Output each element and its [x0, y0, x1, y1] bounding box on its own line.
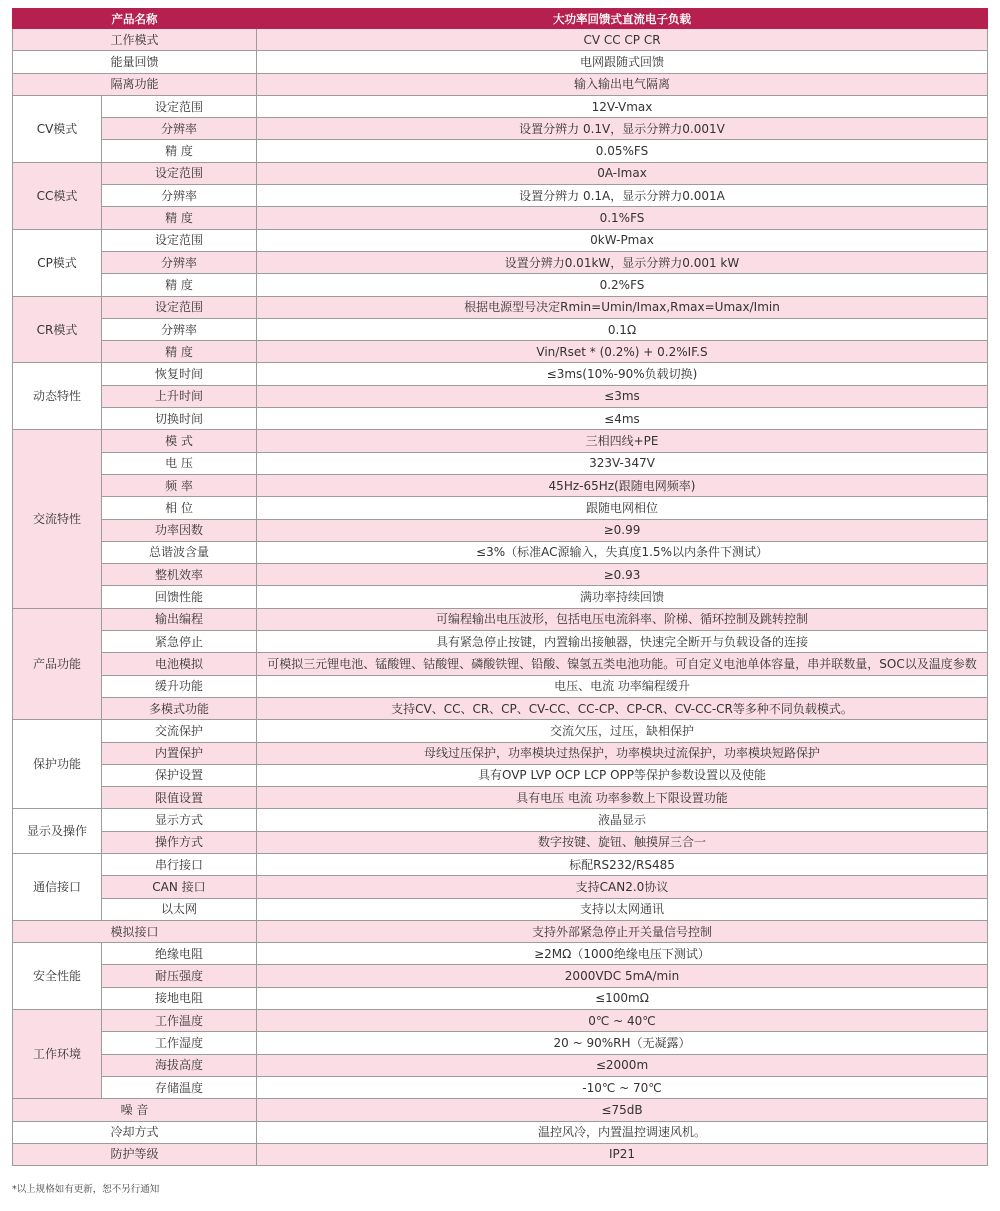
row-value: 电网跟随式回馈: [257, 51, 988, 73]
table-row: [13, 1121, 988, 1143]
item-label: 海拔高度: [102, 1054, 257, 1076]
table-row: [13, 118, 988, 140]
table-row: [13, 341, 988, 363]
group-label: 交流特性: [13, 430, 102, 608]
spec-table-container: [12, 8, 987, 1166]
item-label: 耐压强度: [102, 965, 257, 987]
table-row: [13, 608, 988, 630]
item-label: 限值设置: [102, 787, 257, 809]
table-row: [13, 809, 988, 831]
table-row: [13, 720, 988, 742]
item-value: 0kW-Pmax: [257, 229, 988, 251]
row-value: IP21: [257, 1143, 988, 1165]
item-value: 电压、电流 功率编程缓升: [257, 675, 988, 697]
row-label: 防护等级: [13, 1143, 257, 1165]
item-value: 2000VDC 5mA/min: [257, 965, 988, 987]
item-value: ≤3ms: [257, 385, 988, 407]
row-label: 冷却方式: [13, 1121, 257, 1143]
item-value: 12V-Vmax: [257, 95, 988, 117]
table-row: [13, 943, 988, 965]
row-value: CV CC CP CR: [257, 29, 988, 51]
group-label: 保护功能: [13, 720, 102, 809]
item-value: 具有电压 电流 功率参数上下限设置功能: [257, 787, 988, 809]
item-value: 可编程输出电压波形，包括电压电流斜率、阶梯、循环控制及跳转控制: [257, 608, 988, 630]
item-value: ≤2000m: [257, 1054, 988, 1076]
item-label: 输出编程: [102, 608, 257, 630]
item-value: 支持CAN2.0协议: [257, 876, 988, 898]
item-label: 回馈性能: [102, 586, 257, 608]
item-value: ≥2MΩ（1000绝缘电压下测试）: [257, 943, 988, 965]
item-value: 标配RS232/RS485: [257, 853, 988, 875]
item-label: 电 压: [102, 452, 257, 474]
item-value: 数字按键、旋钮、触摸屏三合一: [257, 831, 988, 853]
item-value: 设置分辨力 0.1A，显示分辨力0.001A: [257, 185, 988, 207]
item-value: 0.2%FS: [257, 274, 988, 296]
item-value: 具有OVP LVP OCP LCP OPP等保护参数设置以及使能: [257, 764, 988, 786]
item-value: ≤100mΩ: [257, 987, 988, 1009]
item-label: 分辨率: [102, 118, 257, 140]
item-label: 恢复时间: [102, 363, 257, 385]
row-value: ≤75dB: [257, 1099, 988, 1121]
item-label: 切换时间: [102, 408, 257, 430]
table-row: [13, 853, 988, 875]
table-row: [13, 1032, 988, 1054]
group-label: 安全性能: [13, 943, 102, 1010]
table-row: [13, 653, 988, 675]
item-value: 具有紧急停止按键，内置输出接触器，快速完全断开与负载设备的连接: [257, 631, 988, 653]
table-row: [13, 1054, 988, 1076]
item-value: 0.05%FS: [257, 140, 988, 162]
item-value: 支持CV、CC、CR、CP、CV-CC、CC-CP、CP-CR、CV-CC-CR等多种不同负载模式。: [257, 697, 988, 719]
item-value: 323V-347V: [257, 452, 988, 474]
item-value: 45Hz-65Hz(跟随电网频率): [257, 474, 988, 496]
table-row: [13, 987, 988, 1009]
item-label: 缓升功能: [102, 675, 257, 697]
item-value: 0A-Imax: [257, 162, 988, 184]
table-row: [13, 229, 988, 251]
table-row: [13, 541, 988, 563]
row-label: 工作模式: [13, 29, 257, 51]
table-header-row: [13, 9, 988, 29]
table-row: [13, 898, 988, 920]
row-value: 支持外部紧急停止开关量信号控制: [257, 920, 988, 942]
table-row: [13, 296, 988, 318]
table-row: [13, 430, 988, 452]
item-value: 20 ~ 90%RH（无凝露）: [257, 1032, 988, 1054]
item-label: 整机效率: [102, 564, 257, 586]
table-row: [13, 831, 988, 853]
table-row: [13, 73, 988, 95]
header-product-name: 大功率回馈式直流电子负载: [257, 9, 988, 29]
group-label: 通信接口: [13, 853, 102, 920]
row-label: 隔离功能: [13, 73, 257, 95]
item-label: 相 位: [102, 497, 257, 519]
table-row: [13, 274, 988, 296]
group-label: CP模式: [13, 229, 102, 296]
table-row: [13, 1143, 988, 1165]
group-label: CR模式: [13, 296, 102, 363]
group-label: 产品功能: [13, 608, 102, 719]
item-label: 分辨率: [102, 251, 257, 273]
item-label: 上升时间: [102, 385, 257, 407]
table-row: [13, 95, 988, 117]
group-label: CC模式: [13, 162, 102, 229]
item-label: 精 度: [102, 140, 257, 162]
item-label: 设定范围: [102, 95, 257, 117]
item-label: 存储温度: [102, 1076, 257, 1098]
row-label: 模拟接口: [13, 920, 257, 942]
group-label: 显示及操作: [13, 809, 102, 854]
table-row: [13, 140, 988, 162]
item-value: 交流欠压，过压，缺相保护: [257, 720, 988, 742]
item-label: 绝缘电阻: [102, 943, 257, 965]
item-label: 分辨率: [102, 185, 257, 207]
item-label: 精 度: [102, 341, 257, 363]
table-row: [13, 675, 988, 697]
table-row: [13, 742, 988, 764]
item-label: 保护设置: [102, 764, 257, 786]
item-value: 三相四线+PE: [257, 430, 988, 452]
table-row: [13, 474, 988, 496]
item-value: ≥0.99: [257, 519, 988, 541]
item-value: 液晶显示: [257, 809, 988, 831]
item-label: 设定范围: [102, 296, 257, 318]
item-value: 跟随电网相位: [257, 497, 988, 519]
item-value: Vin/Rset * (0.2%) + 0.2%IF.S: [257, 341, 988, 363]
table-row: [13, 631, 988, 653]
item-value: 支持以太网通讯: [257, 898, 988, 920]
table-row: [13, 1099, 988, 1121]
table-row: [13, 586, 988, 608]
item-value: ≥0.93: [257, 564, 988, 586]
row-value: 温控风冷，内置温控调速风机。: [257, 1121, 988, 1143]
item-label: 频 率: [102, 474, 257, 496]
item-label: 紧急停止: [102, 631, 257, 653]
item-value: ≤3ms(10%-90%负载切换): [257, 363, 988, 385]
item-value: 设置分辨力 0.1V，显示分辨力0.001V: [257, 118, 988, 140]
table-row: [13, 251, 988, 273]
header-name-label: 产品名称: [13, 9, 257, 29]
item-value: 母线过压保护，功率模块过热保护，功率模块过流保护，功率模块短路保护: [257, 742, 988, 764]
table-row: [13, 787, 988, 809]
table-row: [13, 452, 988, 474]
item-label: 电池模拟: [102, 653, 257, 675]
table-row: [13, 1010, 988, 1032]
table-row: [13, 519, 988, 541]
row-label: 噪 音: [13, 1099, 257, 1121]
item-label: 精 度: [102, 207, 257, 229]
table-row: [13, 497, 988, 519]
item-value: 0.1%FS: [257, 207, 988, 229]
item-label: 总谐波含量: [102, 541, 257, 563]
table-row: [13, 29, 988, 51]
item-label: 设定范围: [102, 229, 257, 251]
item-value: 0.1Ω: [257, 318, 988, 340]
table-row: [13, 965, 988, 987]
item-label: 交流保护: [102, 720, 257, 742]
table-row: [13, 385, 988, 407]
table-row: [13, 920, 988, 942]
item-label: 设定范围: [102, 162, 257, 184]
item-label: 显示方式: [102, 809, 257, 831]
table-row: [13, 697, 988, 719]
spec-table-body: [13, 29, 988, 1166]
item-label: 分辨率: [102, 318, 257, 340]
item-label: 功率因数: [102, 519, 257, 541]
item-label: 以太网: [102, 898, 257, 920]
row-label: 能量回馈: [13, 51, 257, 73]
footnote: *以上规格如有更新，恕不另行通知: [12, 1184, 160, 1195]
item-label: 串行接口: [102, 853, 257, 875]
table-row: [13, 318, 988, 340]
item-label: 接地电阻: [102, 987, 257, 1009]
group-label: 动态特性: [13, 363, 102, 430]
item-label: 工作湿度: [102, 1032, 257, 1054]
table-row: [13, 876, 988, 898]
item-value: 满功率持续回馈: [257, 586, 988, 608]
item-value: 0℃ ~ 40℃: [257, 1010, 988, 1032]
table-row: [13, 1076, 988, 1098]
table-row: [13, 764, 988, 786]
table-row: [13, 363, 988, 385]
table-row: [13, 408, 988, 430]
group-label: CV模式: [13, 95, 102, 162]
item-value: 设置分辨力0.01kW，显示分辨力0.001 kW: [257, 251, 988, 273]
item-value: ≤4ms: [257, 408, 988, 430]
row-value: 输入输出电气隔离: [257, 73, 988, 95]
table-row: [13, 185, 988, 207]
item-label: 操作方式: [102, 831, 257, 853]
item-label: 多模式功能: [102, 697, 257, 719]
table-row: [13, 51, 988, 73]
item-value: -10℃ ~ 70℃: [257, 1076, 988, 1098]
item-label: 模 式: [102, 430, 257, 452]
item-label: 内置保护: [102, 742, 257, 764]
table-row: [13, 564, 988, 586]
item-label: 工作温度: [102, 1010, 257, 1032]
table-row: [13, 162, 988, 184]
item-value: 根据电源型号决定Rmin=Umin/Imax,Rmax=Umax/Imin: [257, 296, 988, 318]
item-value: 可模拟三元锂电池、锰酸锂、钴酸锂、磷酸铁锂、铅酸、镍氢五类电池功能。可自定义电池单体容量，串并联数量，SOC以及温度参数: [257, 653, 988, 675]
table-row: [13, 207, 988, 229]
item-label: CAN 接口: [102, 876, 257, 898]
item-value: ≤3%（标准AC源输入，失真度1.5%以内条件下测试）: [257, 541, 988, 563]
item-label: 精 度: [102, 274, 257, 296]
group-label: 工作环境: [13, 1010, 102, 1099]
spec-table: [12, 8, 988, 1166]
